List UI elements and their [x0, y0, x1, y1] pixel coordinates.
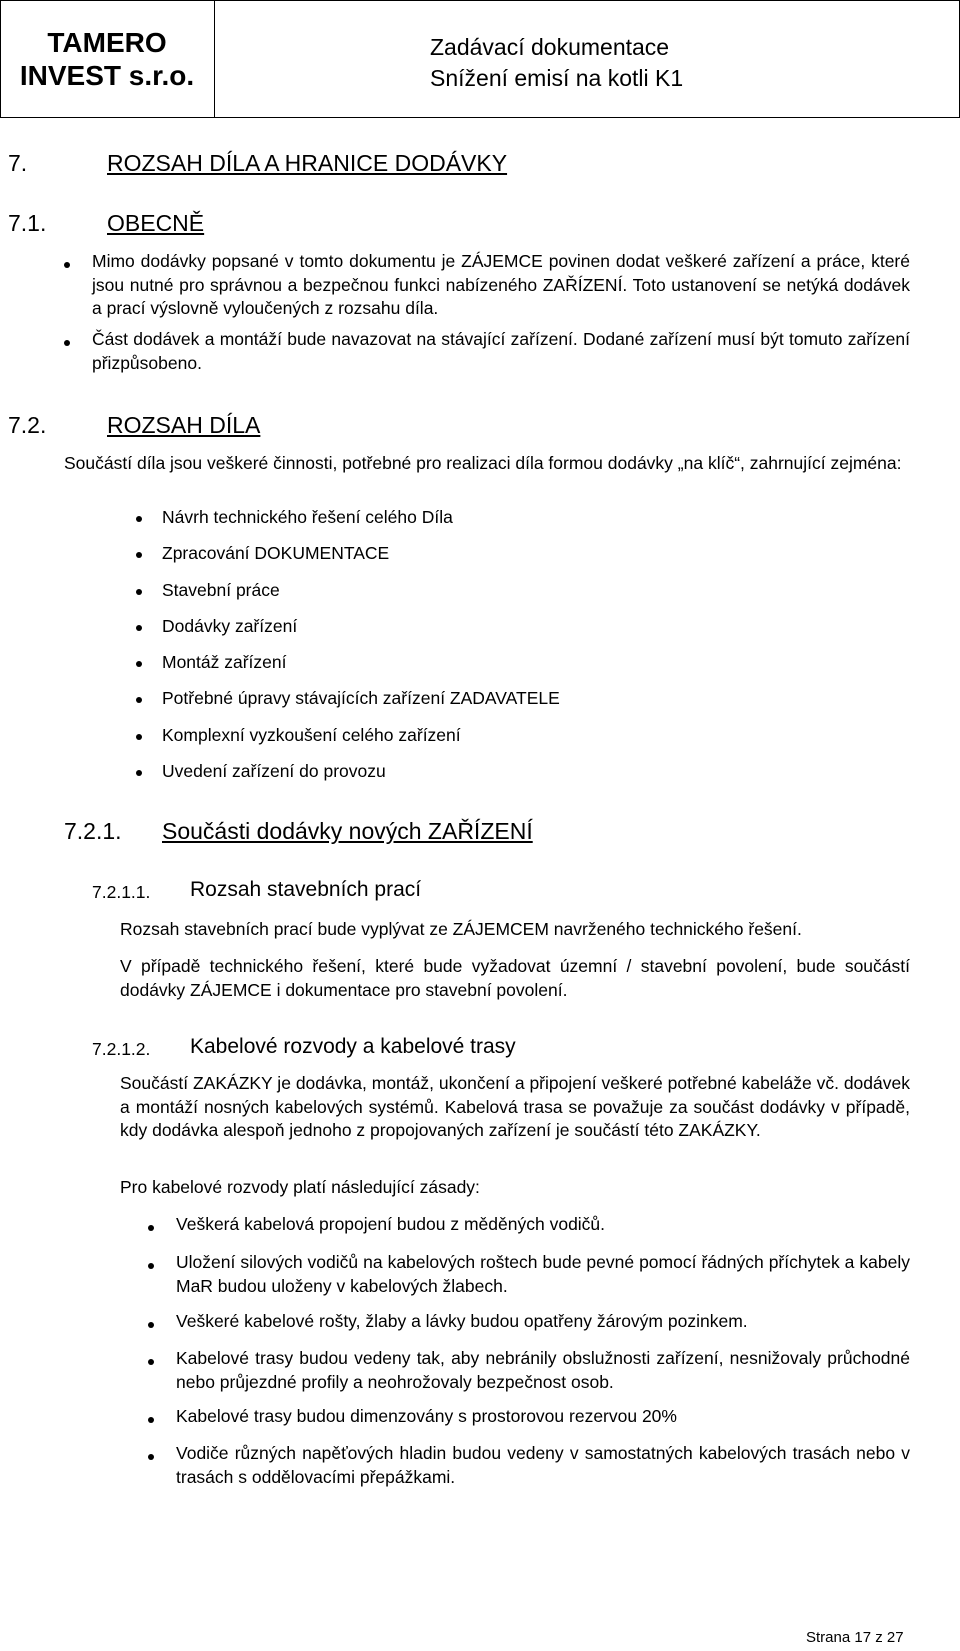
bullet-dot — [148, 1225, 154, 1231]
company-line-2: INVEST s.r.o. — [19, 60, 195, 91]
section-7-2-number: 7.2. — [8, 412, 47, 438]
bullet-dot — [136, 661, 142, 667]
bullet-dot — [64, 262, 70, 268]
section-7-number: 7. — [8, 150, 28, 176]
bullet-dot — [148, 1263, 154, 1269]
document-title-line-1: Zadávací dokumentace — [430, 34, 670, 60]
bullet-dot — [136, 697, 142, 703]
cabling-rule: Veškerá kabelová propojení budou z měděných vodičů. — [176, 1214, 606, 1234]
section-7-1-bullet-1: Mimo dodávky popsané v tomto dokumentu je ZÁJEMCE povinen dodat veškeré zařízení a práce, které jsou nutné pro správnou a bezpečnou funkci nabízeného ZAŘÍZENÍ. Toto ustanovení se netýká dodávek a prací výslovně vyloučených z rozsahu díla. — [92, 251, 910, 318]
cabling-rule: Veškeré kabelové rošty, žlaby a lávky budou opatřeny žárovým pozinkem. — [176, 1311, 748, 1331]
bullet-dot — [136, 589, 142, 595]
bullet-dot — [64, 340, 70, 346]
section-7-2-intro: Součástí díla jsou veškeré činnosti, potřebné pro realizaci díla formou dodávky „na klíč“, zahrnující zejména: — [64, 453, 902, 473]
section-7-2-1-1-paragraph-2: V případě technického řešení, které bude vyžadovat územní / stavební povolení, bude součástí dodávky ZÁJEMCE i dokumentace pro stavební povolení. — [120, 956, 910, 1000]
cabling-rule: Uložení silových vodičů na kabelových roštech bude pevné pomocí řádných příchytek a kabely MaR budou uloženy v kabelových žlabech. — [176, 1252, 910, 1296]
page-header — [0, 0, 960, 118]
bullet-dot — [136, 734, 142, 740]
section-7-1-number: 7.1. — [8, 210, 47, 236]
document-title — [430, 32, 683, 94]
section-7-2-1-2-number: 7.2.1.2. — [92, 1039, 151, 1059]
section-7-2-1-title: Součásti dodávky nových ZAŘÍZENÍ — [162, 818, 533, 844]
bullet-dot — [148, 1417, 154, 1423]
scope-item: Uvedení zařízení do provozu — [162, 761, 386, 781]
company-line-1: TAMERO — [47, 27, 167, 58]
page-number: Strana 17 z 27 — [806, 1629, 904, 1646]
bullet-dot — [148, 1454, 154, 1460]
scope-item: Návrh technického řešení celého Díla — [162, 507, 453, 527]
bullet-dot — [148, 1322, 154, 1328]
bullet-dot — [148, 1359, 154, 1365]
scope-item: Komplexní vyzkoušení celého zařízení — [162, 725, 461, 745]
header-divider — [214, 0, 215, 118]
cabling-rule: Kabelové trasy budou dimenzovány s prostorovou rezervou 20% — [176, 1406, 677, 1426]
bullet-dot — [136, 625, 142, 631]
section-7-1-bullet-2: Část dodávek a montáží bude navazovat na stávající zařízení. Dodané zařízení musí být tomuto zařízení přizpůsobeno. — [92, 329, 910, 373]
section-7-2-1-1-paragraph-1: Rozsah stavebních prací bude vyplývat ze ZÁJEMCEM navrženého technického řešení. — [120, 919, 802, 939]
bullet-dot — [136, 516, 142, 522]
bullet-dot — [136, 770, 142, 776]
section-7-1-title: OBECNĚ — [107, 210, 205, 236]
scope-item: Zpracování DOKUMENTACE — [162, 543, 390, 563]
scope-item: Potřebné úpravy stávajících zařízení ZADAVATELE — [162, 688, 560, 708]
cabling-rule: Vodiče různých napěťových hladin budou vedeny v samostatných kabelových trasách nebo v trasách s oddělovacími přepážkami. — [176, 1443, 910, 1487]
section-7-2-1-1-title: Rozsah stavebních prací — [190, 878, 422, 901]
cabling-rule: Kabelové trasy budou vedeny tak, aby nebránily obslužnosti zařízení, nesnižovaly průchodné nebo průjezdné profily a neohrožovaly bezpečnost osob. — [176, 1348, 910, 1392]
section-7-2-1-1-number: 7.2.1.1. — [92, 882, 151, 902]
section-7-2-1-2-paragraph-2: Pro kabelové rozvody platí následující zásady: — [120, 1177, 480, 1197]
section-7-2-1-2-paragraph-1: Součástí ZAKÁZKY je dodávka, montáž, ukončení a připojení veškeré potřebné kabeláže vč. dodávek a montáží nosných kabelových systémů. Kabelová trasa se považuje za součást dodávky v případě, kdy dodávka alespoň jednoho z propojovaných zařízení je součástí této ZAKÁZKY. — [120, 1073, 910, 1140]
scope-item: Dodávky zařízení — [162, 616, 298, 636]
scope-item: Stavební práce — [162, 580, 280, 600]
bullet-dot — [136, 552, 142, 558]
section-7-2-1-number: 7.2.1. — [64, 818, 122, 844]
scope-item: Montáž zařízení — [162, 652, 287, 672]
section-7-2-1-2-title: Kabelové rozvody a kabelové trasy — [190, 1035, 516, 1058]
document-title-line-2: Snížení emisí na kotli K1 — [430, 65, 684, 91]
company-name — [0, 26, 214, 92]
section-7-2-title: ROZSAH DÍLA — [107, 412, 261, 438]
section-7-title: ROZSAH DÍLA A HRANICE DODÁVKY — [107, 150, 508, 176]
